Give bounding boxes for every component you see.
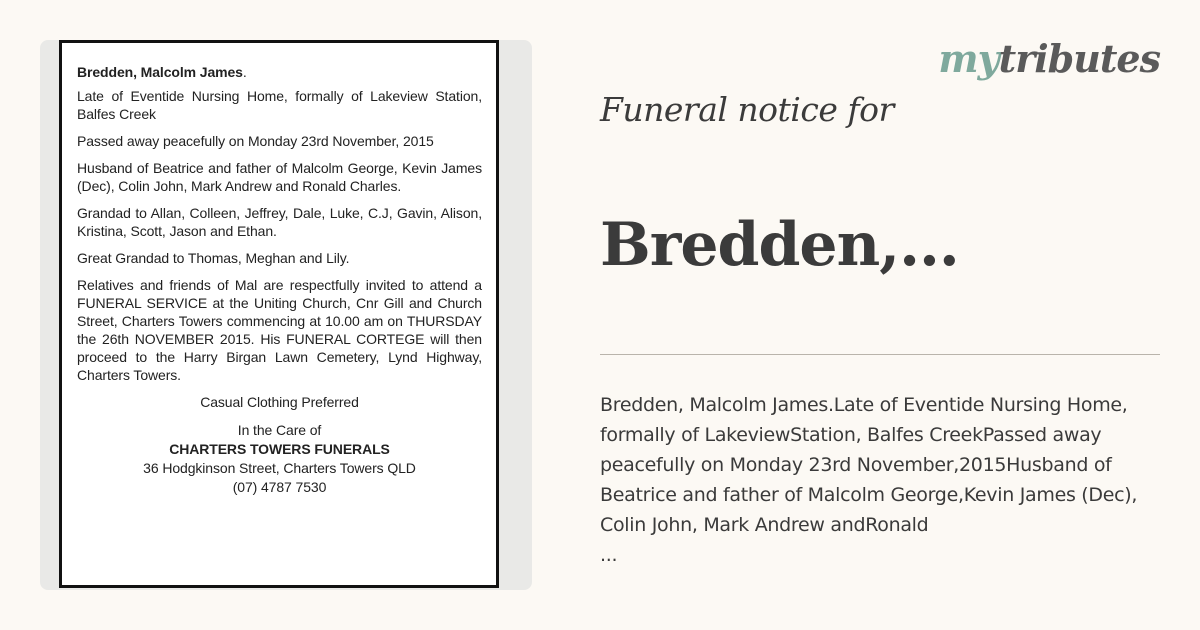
notice-service-details: Relatives and friends of Mal are respectfully invited to attend a FUNERAL SERVICE at the Uniting Church, Cnr Gill and Church Street, Charters Towers commencing at 10.00 am on THURSDAY the 26th NOVEMBER 2015. His FUNERAL CORTEGE will then proceed to the Harry Birgan Lawn Cemetery, Lynd Highway, Charters Towers. (77, 277, 482, 383)
name-punctuation: . (242, 64, 247, 80)
funeral-home-phone: (07) 4787 7530 (232, 479, 327, 495)
page-title: Bredden,... (600, 210, 959, 280)
notice-care-block (77, 421, 482, 497)
logo-part-my: my (938, 36, 999, 81)
funeral-home-address: 36 Hodgkinson Street, Charters Towers QLD (143, 460, 416, 476)
notice-name-line (77, 63, 482, 81)
notice-grandchildren: Grandad to Allan, Colleen, Jeffrey, Dale, Luke, C.J, Gavin, Alison, Kristina, Scott, Jason and Ethan. (77, 205, 482, 239)
excerpt-text: Bredden, Malcolm James.Late of Eventide Nursing Home, formally of LakeviewStation, Balfes CreekPassed away peacefully on Monday 23rd November,2015Husband of Beatrice and father of Malcolm George,Kevin James (Dec), Colin John, Mark Andrew andRonald (600, 394, 1138, 536)
notice-passing: Passed away peacefully on Monday 23rd November, 2015 (77, 133, 434, 149)
care-intro: In the Care of (237, 422, 322, 438)
notice-image-frame (40, 40, 532, 590)
deceased-name: Bredden, Malcolm James (77, 64, 243, 80)
page-subtitle: Funeral notice for (600, 90, 894, 129)
funeral-home-name: CHARTERS TOWERS FUNERALS (169, 441, 390, 457)
notice-great-grandchildren: Great Grandad to Thomas, Meghan and Lily. (77, 250, 350, 266)
notice-scan (59, 40, 499, 588)
excerpt-ellipsis: ... (600, 544, 618, 566)
logo-part-tributes: tributes (998, 36, 1160, 81)
notice-family: Husband of Beatrice and father of Malcolm George, Kevin James (Dec), Colin John, Mark Andrew and Ronald Charles. (77, 160, 482, 194)
notice-excerpt (600, 390, 1165, 570)
notice-residence: Late of Eventide Nursing Home, formally of Lakeview Station, Balfes Creek (77, 88, 482, 122)
mytributes-logo (938, 36, 1160, 81)
section-divider (600, 354, 1160, 355)
notice-dress-code: Casual Clothing Preferred (200, 394, 359, 410)
